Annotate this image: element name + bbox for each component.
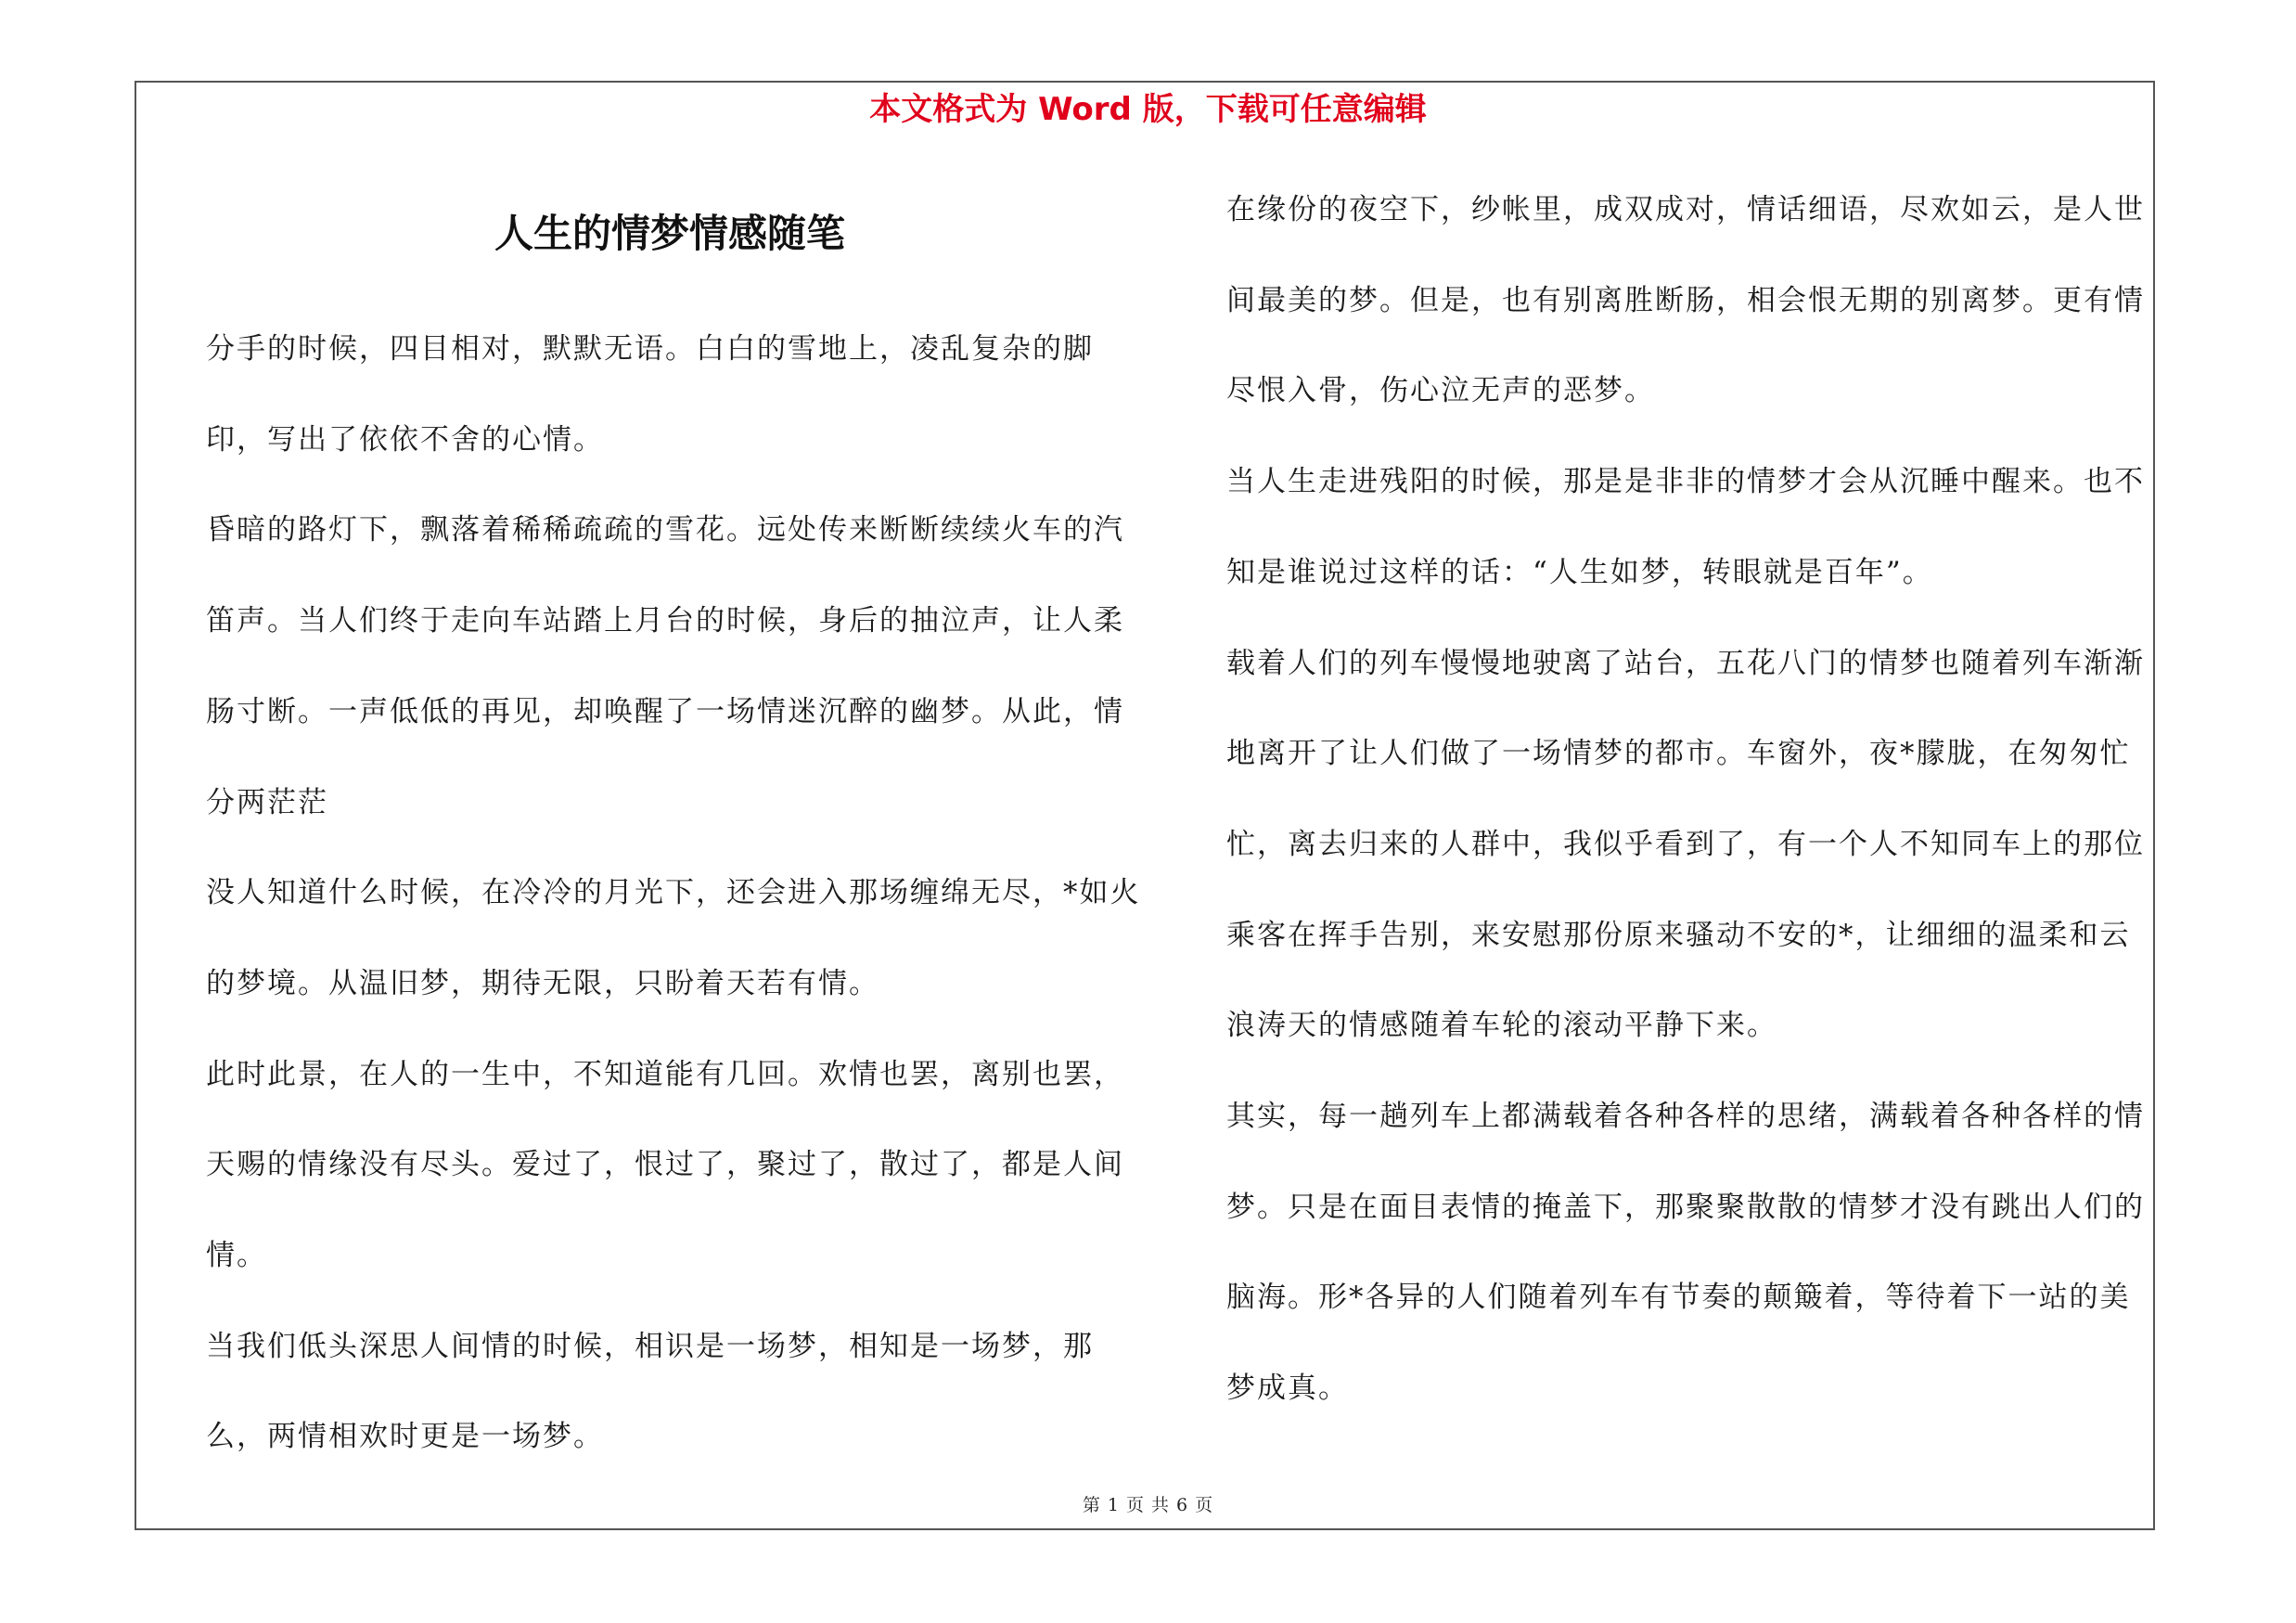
paragraph: 在缘份的夜空下，纱帐里，成双成对，情话细语，尽欢如云，是人世间最美的梦。但是，也有别离胜断肠，相会恨无期的别离梦。更有情尽恨入骨，伤心泣无声的恶梦。 (1226, 193, 2145, 408)
paragraph: 其实，每一趟列车上都满载着各种各样的思绪，满载着各种各样的情梦。只是在面目表情的掩盖下，那聚聚散散的情梦才没有跳出人们的脑海。形*各异的人们随着列车有节奏的颠簸着，等待着下一站的美梦成真。 (1226, 1100, 2145, 1406)
paragraph: 昏暗的路灯下，飘落着稀稀疏疏的雪花。远处传来断断续续火车的汽笛声。当人们终于走向车站踏上月台的时候，身后的抽泣声，让人柔肠寸断。一声低低的再见，却唤醒了一场情迷沉醉的幽梦。从此，情分两茫茫 (206, 513, 1124, 819)
paragraph: 载着人们的列车慢慢地驶离了站台，五花八门的情梦也随着列车渐渐地离开了让人们做了一场情梦的都市。车窗外，夜*朦胧，在匆匆忙忙，离去归来的人群中，我似乎看到了，有一个人不知同车上的那位乘客在挥手告别，来安慰那份原来骚动不安的*，让细细的温柔和云浪涛天的情感随着车轮的滚动平静下来。 (1226, 646, 2145, 1043)
paragraph: 没人知道什么时候，在冷冷的月光下，还会进入那场缠绵无尽，*如火的梦境。从温旧梦，期待无限，只盼着天若有情。 (206, 876, 1141, 1000)
document-title: 人生的情梦情感随笔 (494, 211, 845, 256)
right-column (1226, 165, 2154, 1435)
paragraph: 分手的时候，四目相对，默默无语。白白的雪地上，凌乱复杂的脚印，写出了依依不舍的心情。 (206, 332, 1094, 457)
left-column (206, 304, 1143, 1483)
paragraph: 当人生走进残阳的时候，那是是非非的情梦才会从沉睡中醒来。也不知是谁说过这样的话：“人生如梦，转眼就是百年”。 (1226, 465, 2145, 589)
page-number-footer: 第 1 页 共 6 页 (1082, 1495, 1214, 1515)
paragraph: 当我们低头深思人间情的时候，相识是一场梦，相知是一场梦，那么，两情相欢时更是一场梦。 (206, 1329, 1094, 1454)
format-notice-banner: 本文格式为 Word 版，下载可任意编辑 (869, 91, 1427, 128)
paragraph: 此时此景，在人的一生中，不知道能有几回。欢情也罢，离别也罢，天赐的情缘没有尽头。爱过了，恨过了，聚过了，散过了，都是人间情。 (206, 1057, 1124, 1273)
